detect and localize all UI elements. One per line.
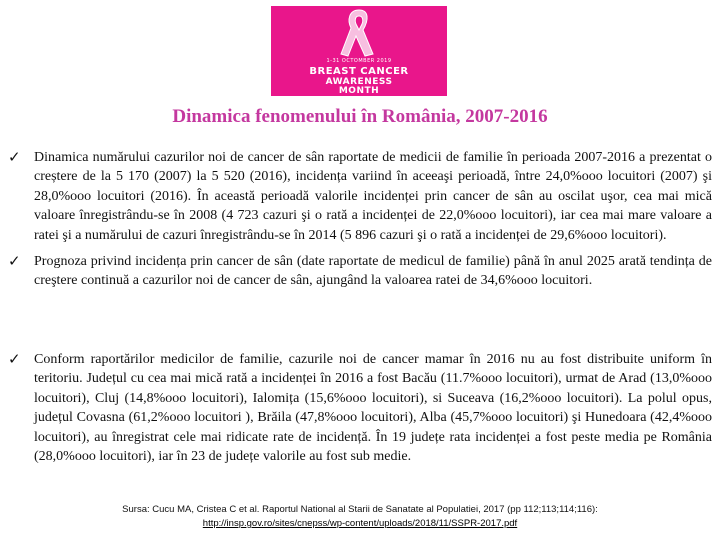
logo-date: 1-31 OCTOMBER 2019 [326, 58, 392, 64]
bullet-text: Dinamica numărului cazurilor noi de cancer de sân raportate de medicii de familie în perioada 2007-2016 a prezentat o creștere de la 5 170 (2007) la 5 520 (2016), incidența variind în aceeaşi perioadă, între 24,0%ooo locuitori (2007) şi 28,0%ooo locuitori (2016). În această perioadă valorile incidenței prin cancer de sân au oscilat uşor, cea mai mică valoare înregistrându-se în 2008 (4 723 cazuri şi o rată a incidenței de 22,0%ooo locuitori), iar cea mai mare valoare a ratei şi a numărului de cazuri înregistrându-se în 2014 (5 896 cazuri şi o rată a incidenței de 29,6%ooo locuitori). [34, 150, 712, 243]
breast-cancer-awareness-logo [271, 6, 447, 96]
checkmark-icon: ✓ [8, 350, 21, 368]
page-title: Dinamica fenomenului în România, 2007-2016 [172, 106, 548, 127]
bullet-text: Conform raportărilor medicilor de familie, cazurile noi de cancer mamar în 2016 nu au fost distribuite uniform în teritoriu. Județul cu cea mai mică rată a incidenței în 2016 a fost Bacău (11.7%ooo locuitori), urmat de Arad (13,0%ooo locuitori), Cluj (14,8%ooo locuitori), Ialomița (15,6%ooo locuitori), si Suceava (16,2%ooo locuitori). La polul opus, județul Covasna (61,2%ooo locuitori ), Brăila (47,8%ooo locuitori), Alba (45,7%ooo locuitori) şi Hunedoara (42,4%ooo locuitori), au înregistrat cele mai ridicate rate de incidență. În 19 județe rata incidenței a fost peste media pe România (28,0%ooo locuitori), iar în 23 de județe valorile au fost sub medie. [34, 352, 712, 465]
bullet-item [8, 350, 712, 466]
source-citation [0, 503, 720, 531]
logo-line-2: AWARENESS [325, 77, 393, 87]
logo-line-1: BREAST CANCER [309, 66, 409, 77]
checkmark-icon: ✓ [8, 252, 21, 270]
logo-line-3: MONTH [338, 86, 380, 96]
bullet-item [8, 148, 712, 245]
bullet-text: Prognoza privind incidența prin cancer de sân (date raportate de medicul de familie) până în anul 2025 arată tendința de creştere continuă a cazurilor noi de cancer de sân, ajungând la valoarea ratei de 34,6%ooo locuitori. [34, 254, 712, 289]
pink-ribbon-icon [335, 6, 383, 60]
bullet-item [8, 252, 712, 291]
source-link[interactable]: http://insp.gov.ro/sites/cnepss/wp-content/uploads/2018/11/SSPR-2017.pdf [202, 518, 518, 529]
checkmark-icon: ✓ [8, 148, 21, 166]
source-text: Sursa: Cucu MA, Cristea C et al. Raportul National al Starii de Sanatate al Populatiei, 2017 (pp 112;113;114;116): [122, 504, 598, 515]
